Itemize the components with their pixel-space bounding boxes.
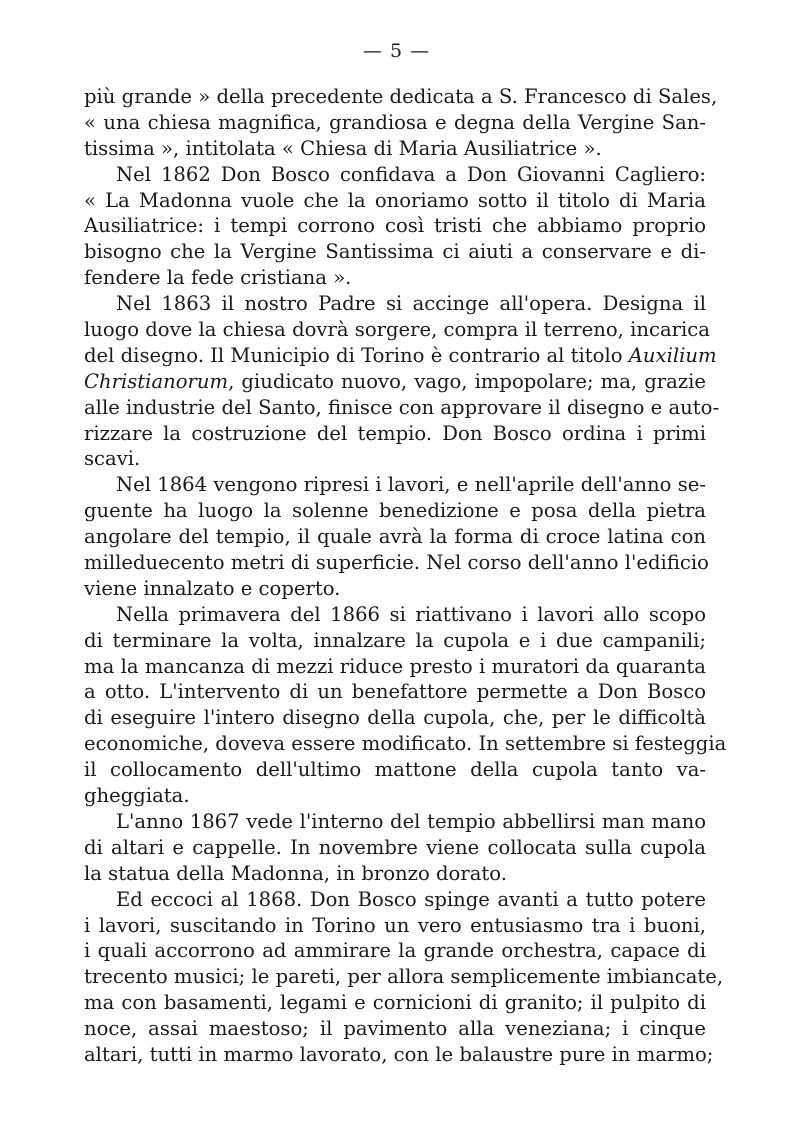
text-line: Nella primavera del 1866 si riattivano i lavori allo scopo <box>116 602 706 626</box>
text-line: la statua della Madonna, in bronzo dorato. <box>84 861 507 885</box>
text-line: « una chiesa magnifica, grandiosa e degna della Vergine San- <box>84 110 706 134</box>
text-line: noce, assai maestoso; il pavimento alla veneziana; i cinque <box>84 1017 706 1041</box>
text-line: a otto. L'intervento di un benefattore permette a Don Bosco <box>84 680 706 704</box>
text-line: i quali accorrono ad ammirare la grande orchestra, capace di <box>84 939 706 963</box>
text-line: ma con basamenti, legami e cornicioni di granito; il pulpito di <box>84 991 706 1015</box>
text-line: bisogno che la Vergine Santissima ci aiuti a conservare e di- <box>84 240 706 264</box>
text-line: i lavori, suscitando in Torino un vero entusiasmo tra i buoni, <box>84 913 706 937</box>
text-line: milleduecento metri di superficie. Nel corso dell'anno l'edificio <box>84 551 709 575</box>
text-span: , giudicato nuovo, vago, impopolare; ma, grazie <box>228 369 706 393</box>
text-line: fendere la fede cristiana ». <box>84 266 352 290</box>
text-line: gheggiata. <box>84 784 190 808</box>
text-line: tissima », intitolata « Chiesa di Maria Ausiliatrice ». <box>84 136 602 160</box>
text-line <box>84 343 717 369</box>
text-line: « La Madonna vuole che la onoriamo sotto il titolo di Maria <box>84 188 706 212</box>
text-line: Nel 1864 vengono ripresi i lavori, e nell'aprile dell'anno se- <box>116 473 706 497</box>
text-line: angolare del tempio, il quale avrà la forma di croce latina con <box>84 525 706 549</box>
text-span: del disegno. Il Municipio di Torino è contrario al titolo <box>84 343 629 367</box>
text-line: L'anno 1867 vede l'interno del tempio abbellirsi man mano <box>116 809 706 833</box>
text-line: Ed eccoci al 1868. Don Bosco spinge avanti a tutto potere <box>116 887 706 911</box>
text-line: Nel 1863 il nostro Padre si accinge all'opera. Designa il <box>116 292 706 316</box>
text-line: Nel 1862 Don Bosco confidava a Don Giovanni Cagliero: <box>116 162 706 186</box>
text-line: di eseguire l'intero disegno della cupola, che, per le difficoltà <box>84 706 706 730</box>
page-number: — 5 — <box>362 40 431 62</box>
text-line: scavi. <box>84 447 141 471</box>
italic-span: Auxilium <box>628 343 717 367</box>
text-line <box>84 369 706 395</box>
text-line: luogo dove la chiesa dovrà sorgere, compra il terreno, incarica <box>84 318 710 342</box>
italic-span: Christianorum <box>84 369 229 393</box>
text-line: rizzare la costruzione del tempio. Don Bosco ordina i primi <box>84 421 706 445</box>
text-line: trecento musici; le pareti, per allora semplicemente imbiancate, <box>84 965 724 989</box>
text-line: economiche, doveva essere modificato. In settembre si festeggia <box>84 732 727 756</box>
text-line: ma la mancanza di mezzi riduce presto i muratori da quaranta <box>84 654 706 678</box>
text-line: alle industrie del Santo, finisce con approvare il disegno e auto- <box>84 395 720 419</box>
text-line: il collocamento dell'ultimo mattone della cupola tanto va- <box>84 758 706 782</box>
text-line: di terminare la volta, innalzare la cupola e i due campanili; <box>84 628 706 652</box>
text-line: viene innalzato e coperto. <box>84 576 341 600</box>
text-line: di altari e cappelle. In novembre viene collocata sulla cupola <box>84 835 706 859</box>
body-text <box>84 84 727 1068</box>
text-line: Ausiliatrice: i tempi corrono così tristi che abbiamo proprio <box>84 214 706 238</box>
text-line: più grande » della precedente dedicata a S. Francesco di Sales, <box>84 85 718 108</box>
text-line: guente ha luogo la solenne benedizione e posa della pietra <box>84 499 706 523</box>
text-line: altari, tutti in marmo lavorato, con le balaustre pure in marmo; <box>84 1042 714 1066</box>
